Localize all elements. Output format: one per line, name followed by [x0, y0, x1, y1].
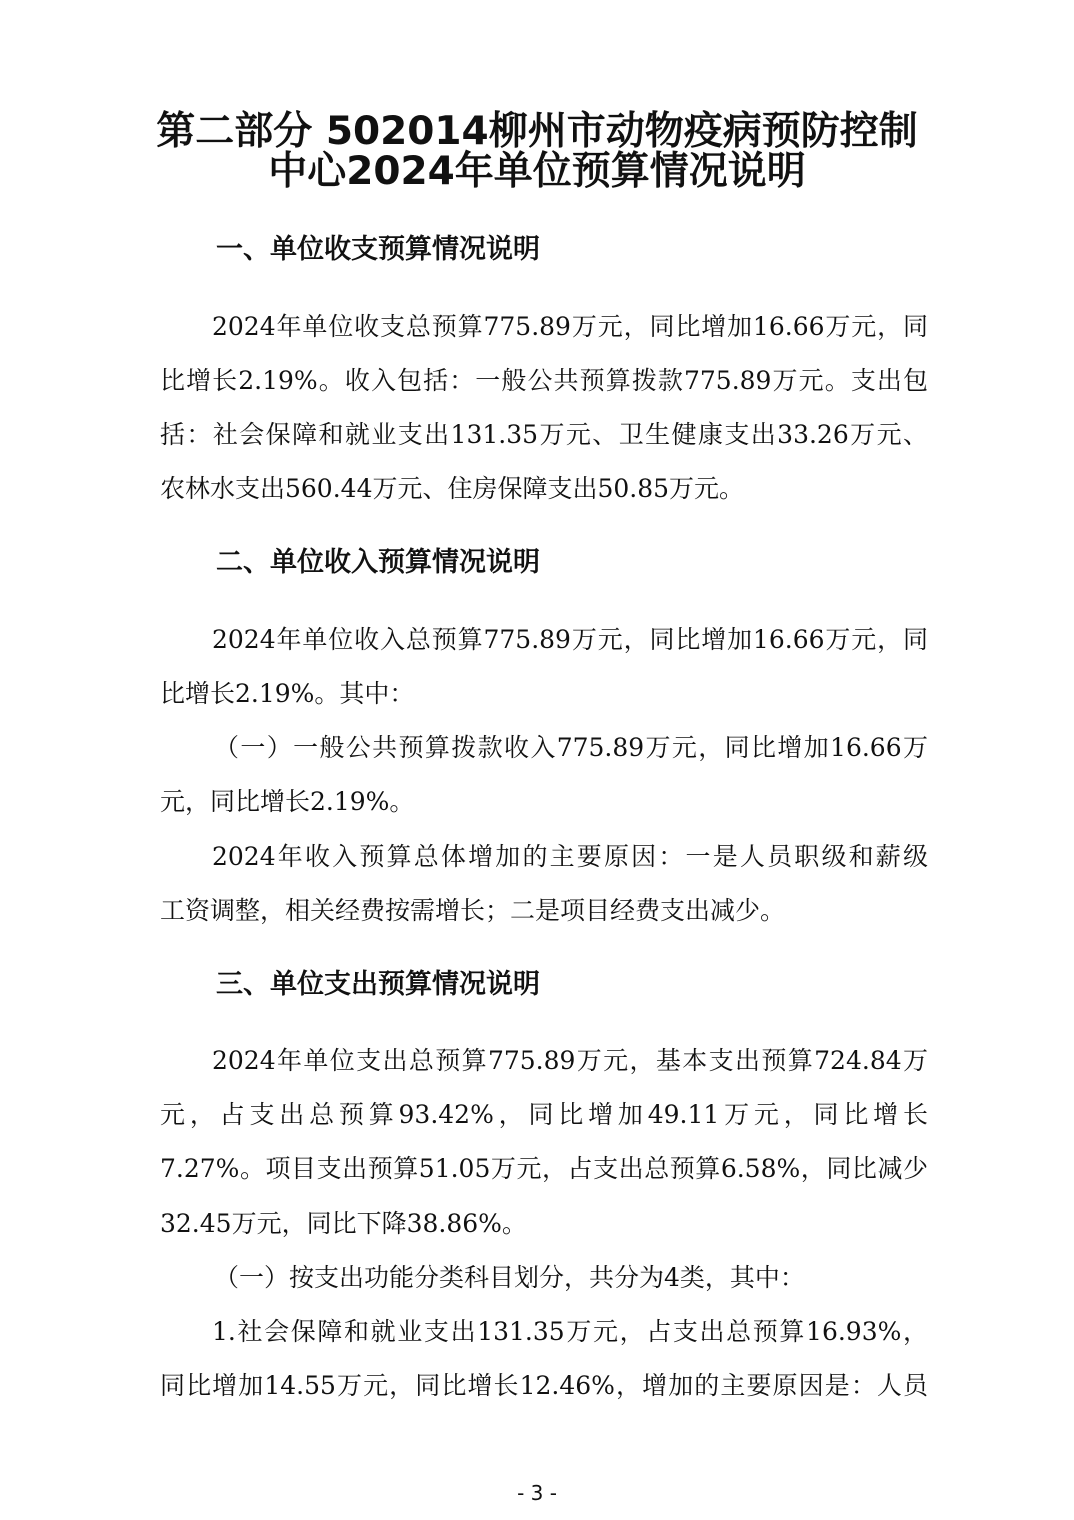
paragraph-line: 2024年收入预算总体增加的主要原因：一是人员职级和薪级 — [212, 842, 928, 871]
paragraph-line: 32.45万元，同比下降38.86%。 — [160, 1209, 527, 1238]
paragraph-line: 元，同比增长2.19%。 — [160, 787, 415, 816]
paragraph-line: 7.27%。项目支出预算51.05万元，占支出总预算6.58%，同比减少 — [160, 1154, 928, 1183]
paragraph-line: 工资调整，相关经费按需增长；二是项目经费支出减少。 — [160, 896, 786, 925]
page-title-line-2: 中心2024年单位预算情况说明 — [268, 149, 806, 194]
paragraph-line: 1.社会保障和就业支出131.35万元，占支出总预算16.93%， — [212, 1317, 928, 1346]
section-heading-1: 一、单位收支预算情况说明 — [216, 234, 540, 265]
page-number: - 3 - — [517, 1481, 557, 1505]
paragraph-line: 括：社会保障和就业支出131.35万元、卫生健康支出33.26万元、 — [160, 420, 928, 449]
paragraph-line: 2024年单位支出总预算775.89万元，基本支出预算724.84万 — [212, 1046, 928, 1075]
paragraph-line: （一）按支出功能分类科目划分，共分为4类，其中： — [214, 1263, 805, 1292]
page-title-line-1: 第二部分 502014柳州市动物疫病预防控制 — [156, 109, 918, 154]
paragraph-line: （一）一般公共预算拨款收入775.89万元，同比增加16.66万 — [214, 733, 928, 762]
section-heading-3: 三、单位支出预算情况说明 — [216, 969, 540, 1000]
paragraph-line: 元，占支出总预算93.42%，同比增加49.11万元，同比增长 — [160, 1100, 928, 1129]
paragraph-line: 农林水支出560.44万元、住房保障支出50.85万元。 — [160, 474, 745, 503]
section-heading-2: 二、单位收入预算情况说明 — [216, 547, 540, 578]
paragraph-line: 2024年单位收入总预算775.89万元，同比增加16.66万元，同 — [212, 625, 928, 654]
paragraph-line: 2024年单位收支总预算775.89万元，同比增加16.66万元，同 — [212, 312, 928, 341]
paragraph-line: 比增长2.19%。其中： — [160, 679, 415, 708]
paragraph-line: 比增长2.19%。收入包括：一般公共预算拨款775.89万元。支出包 — [160, 366, 928, 395]
paragraph-line: 同比增加14.55万元，同比增长12.46%，增加的主要原因是：人员 — [160, 1371, 928, 1400]
